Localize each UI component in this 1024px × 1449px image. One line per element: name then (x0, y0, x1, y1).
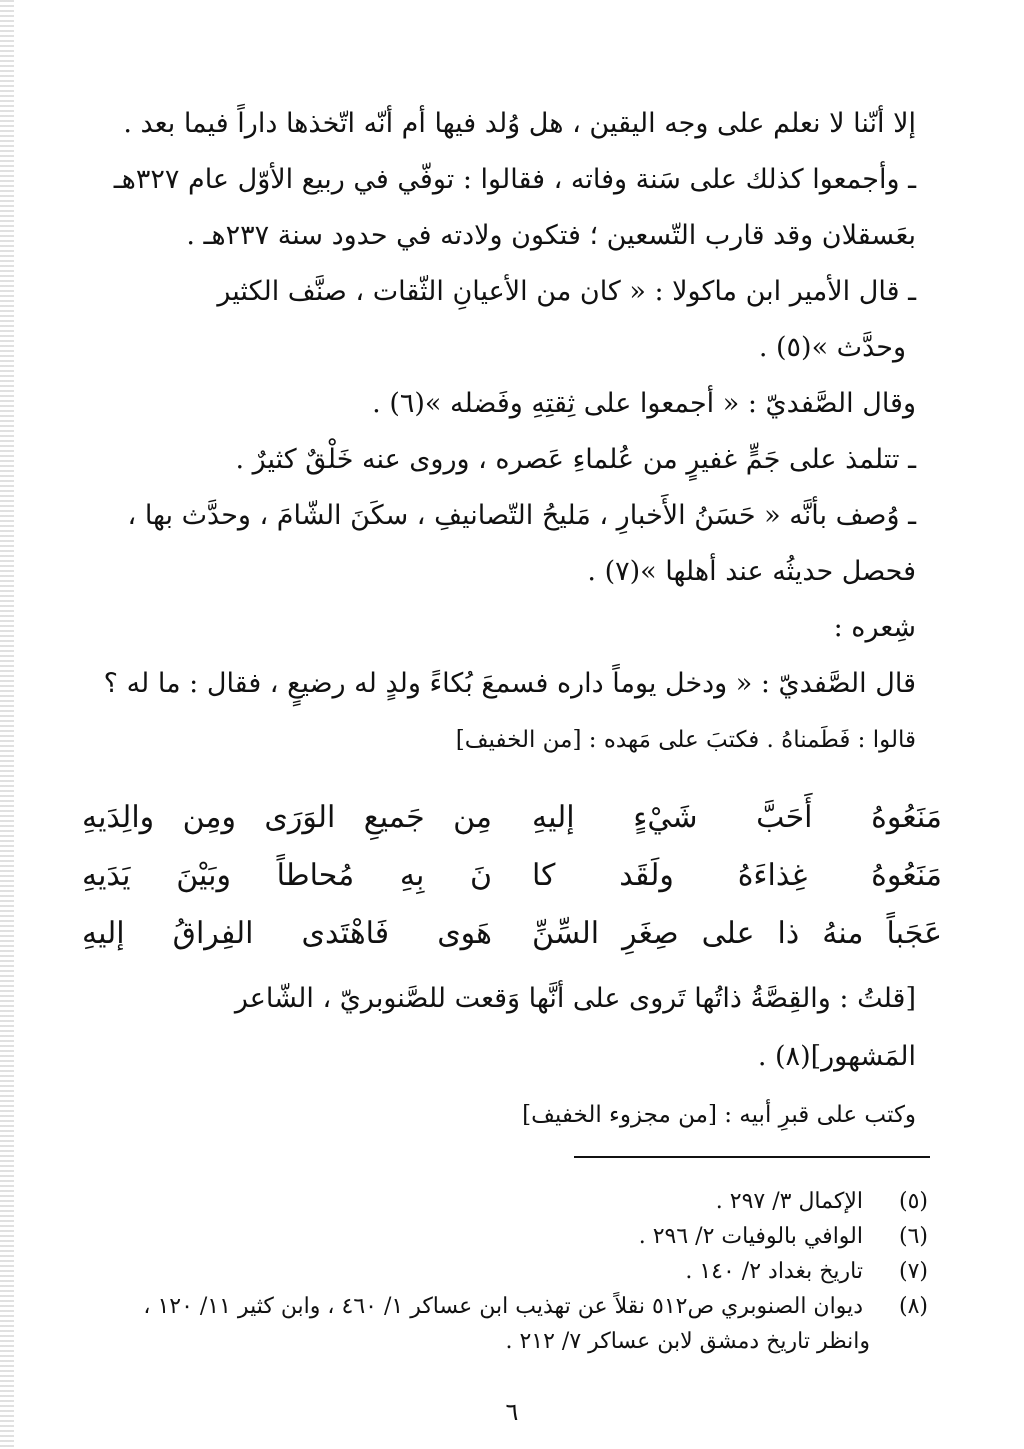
footnote-number: (٦) (898, 1224, 928, 1249)
footnote-number: (٨) (898, 1294, 928, 1319)
footnote (80, 1184, 928, 1219)
poem-second-hemistich: نَ بِهِ مُحاطاً وبَيْنَ يَدَيهِ (82, 858, 492, 893)
poem-first-hemistich: عَجَباً منهُ ذا على صِغَرِ السِّنِّ (532, 916, 942, 951)
footnote-text: ديوان الصنوبري ص٥١٢ نقلاً عن تهذيب ابن عساكر ١/ ٤٦٠ ، وابن كثير ١١/ ١٢٠ ، (143, 1294, 863, 1319)
footnote-divider (574, 1156, 930, 1158)
poem-verse (82, 800, 942, 858)
editor-note (100, 970, 916, 1144)
main-text (103, 96, 916, 768)
section-heading: شِعره : (833, 612, 916, 643)
poem-first-hemistich: مَنَعُوهُ غِذاءَهُ ولَقَد كا (532, 858, 942, 893)
text-line: وقال الصَّفديّ : « أجمعوا على ثِقتِهِ وفَضله »(٦) . (372, 388, 916, 419)
footnote-text: الوافي بالوفيات ٢/ ٢٩٦ . (638, 1224, 863, 1249)
scan-edge (0, 0, 14, 1449)
footnotes (80, 1184, 928, 1359)
text-line: [قلتُ : والقِصَّةُ ذاتُها تَروى على أنَّها وَقعت للصَّنوبريّ ، الشّاعر (234, 983, 916, 1014)
footnote (80, 1289, 928, 1324)
text-line: المَشهور](٨) . (757, 1041, 916, 1072)
text-line: قال الصَّفديّ : « ودخل يوماً داره فسمعَ بُكاءً ولدٍ له رضيعٍ ، فقال : ما له ؟ (103, 668, 916, 699)
text-line: ـ وأجمعوا كذلك على سَنة وفاته ، فقالوا : توفّي في ربيع الأوّل عام ٣٢٧هـ (113, 164, 916, 195)
text-line: قالوا : فَطَمناهُ . فكتبَ على مَهده : [من الخفيف] (455, 727, 916, 753)
footnote-continuation: وانظر تاريخ دمشق لابن عساكر ٧/ ٢١٢ . (505, 1329, 870, 1354)
footnote-text: الإكمال ٣/ ٢٩٧ . (715, 1189, 863, 1214)
poem-second-hemistich: مِن جَميعِ الوَرَى ومِن والِدَيهِ (82, 800, 492, 835)
text-line: إلا أنّنا لا نعلم على وجه اليقين ، هل وُلد فيها أم أنّه اتّخذها داراً فيما بعد . (123, 108, 916, 139)
text-line: وحدَّث »(٥) . (758, 332, 906, 363)
footnote-text: تاريخ بغداد ٢/ ١٤٠ . (685, 1259, 863, 1284)
text-line: ـ قال الأمير ابن ماكولا : « كان من الأعيانِ الثّقات ، صنَّف الكثير (217, 276, 916, 307)
text-line: ـ تتلمذ على جَمٍّ غفيرٍ من عُلماءِ عَصره ، وروى عنه خَلْقٌ كثيرٌ . (235, 444, 916, 475)
text-line: ـ وُصف بأنَّه « حَسَنُ الأَخبارِ ، مَليحُ التّصانيفِ ، سكَنَ الشّامَ ، وحدَّث بها ، (127, 500, 916, 531)
page-number: ٦ (505, 1398, 519, 1426)
footnote (80, 1254, 928, 1289)
poem-first-hemistich: مَنَعُوهُ أَحَبَّ شَيْءٍ إليهِ (532, 800, 942, 835)
footnote-number: (٧) (898, 1259, 928, 1284)
text-line: فحصل حديثُه عند أهلها »(٧) . (587, 556, 916, 587)
poem-verse (82, 916, 942, 974)
poem-verse (82, 858, 942, 916)
footnote-number: (٥) (898, 1189, 928, 1214)
text-line: بعَسقلان وقد قارب التّسعين ؛ فتكون ولادته في حدود سنة ٢٣٧هـ . (186, 220, 916, 251)
text-line: وكتب على قبرِ أبيه : [من مجزوء الخفيف] (522, 1102, 916, 1128)
footnote (80, 1219, 928, 1254)
poem-second-hemistich: هَوى فَاهْتَدى الفِراقُ إليهِ (82, 916, 492, 951)
poem (82, 800, 942, 974)
